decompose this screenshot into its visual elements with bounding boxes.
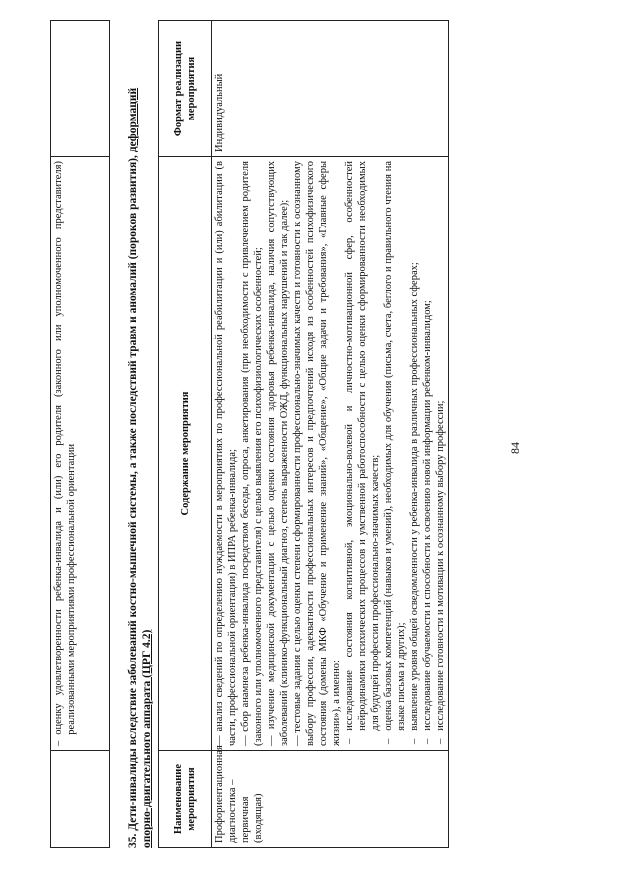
list-item	[52, 161, 78, 746]
content-cell	[51, 157, 110, 751]
sub-list-text: оценка базовых компетенций (навыков и умений), необходимых для обучения (письма, счета, беглого и правильного чтения на языке письма и других);	[383, 161, 407, 731]
sub-list-marker: –	[383, 738, 394, 744]
sub-list-text: выявление уровня общей осведомленности у ребенка-инвалида в различных профессиональных сферах;	[409, 262, 420, 731]
sub-list-item	[408, 161, 421, 746]
content-paragraph: — изучение медицинской документации с целью оценки состояния здоровья ребенка-инвалида, наличия сопутствующих заболеваний (клинико-функциональный диагноз, степень выраженности ОЖД, функциональных нарушений и так далее);	[266, 161, 290, 746]
activity-name-cell: Профориентационная диагностика – первичная (входящая)	[212, 751, 449, 848]
activities-table	[158, 20, 449, 848]
format-cell	[51, 21, 110, 157]
sub-list-item	[421, 161, 434, 746]
sub-list-item	[382, 161, 408, 746]
sub-list-text: исследование состояния когнитивной, эмоционально-волевой и личностно-мотивационной сфер, особенностей нейродинамики психических процессов и умственной работоспособности с целью оценки сформированности необходимых для будущей профессии профессионально-значимых качеств;	[344, 161, 381, 731]
section-title-main: 35. Дети-инвалиды вследствие заболеваний костно-мышечной системы, а также последствий травм и аномалий (пороков развития),	[127, 155, 139, 848]
header-name: Наименование мероприятия	[159, 751, 212, 848]
section-title-underlined: деформаций опорно-двигательного аппарата (ЦРГ 4.2)	[127, 87, 153, 848]
document-page	[50, 40, 605, 848]
sub-list-marker: –	[344, 738, 355, 744]
sub-list-marker: –	[422, 738, 433, 744]
sub-list-marker: –	[435, 738, 446, 744]
continuation-table	[50, 20, 110, 848]
content-paragraph: — анализ сведений по определению нуждаемости в мероприятиях по профессиональной реабилитации и (или) абилитации (в части, профессиональной ориентации) в ИПРА ребенка-инвалида;	[214, 161, 238, 746]
sub-list-text: исследование обучаемости и способности к освоению новой информации ребенком-инвалидом;	[422, 300, 433, 731]
table-row	[212, 21, 449, 848]
sub-list-text: исследование готовности и мотивации к осознанному выбору профессии;	[435, 400, 446, 731]
table-header-row	[159, 21, 212, 848]
header-format: Формат реализации мероприятия	[159, 21, 212, 157]
name-cell	[51, 751, 110, 848]
sub-list-item	[434, 161, 447, 746]
sub-list-marker: –	[409, 738, 420, 744]
table-row	[51, 21, 110, 848]
header-content: Содержание мероприятия	[159, 157, 212, 751]
activity-content-cell	[212, 157, 449, 751]
content-paragraph: — сбор анамнеза ребенка-инвалида посредством беседы, опроса, анкетирования (при необходимости с привлечением родителя (законного или уполномоченного представителя) с целью выявления его психофизиологических особенностей;	[240, 161, 264, 746]
activity-format-cell: Индивидуальный	[212, 21, 449, 157]
list-marker: –	[53, 740, 64, 746]
sub-list-item	[343, 161, 382, 746]
list-item-text: оценку удовлетворенности ребенка-инвалида и (или) его родителя (законного или уполномоченного представителя) реализованными мероприятиями профессиональной ориентации	[53, 161, 77, 735]
section-title	[126, 48, 154, 848]
page-number: 84	[508, 442, 522, 454]
content-paragraph: — тестовые задания с целью оценки степени сформированности профессионально-значимых качеств и готовности к осознанному выбору профессии, адекватности профессиональных интересов и предпочтений исходя из особенностей психофизического состояния (домены МКФ «Обучение и применение знаний», «Общение», «Общие задачи и требования», «Главные сферы жизни»), а именно:	[292, 161, 342, 746]
